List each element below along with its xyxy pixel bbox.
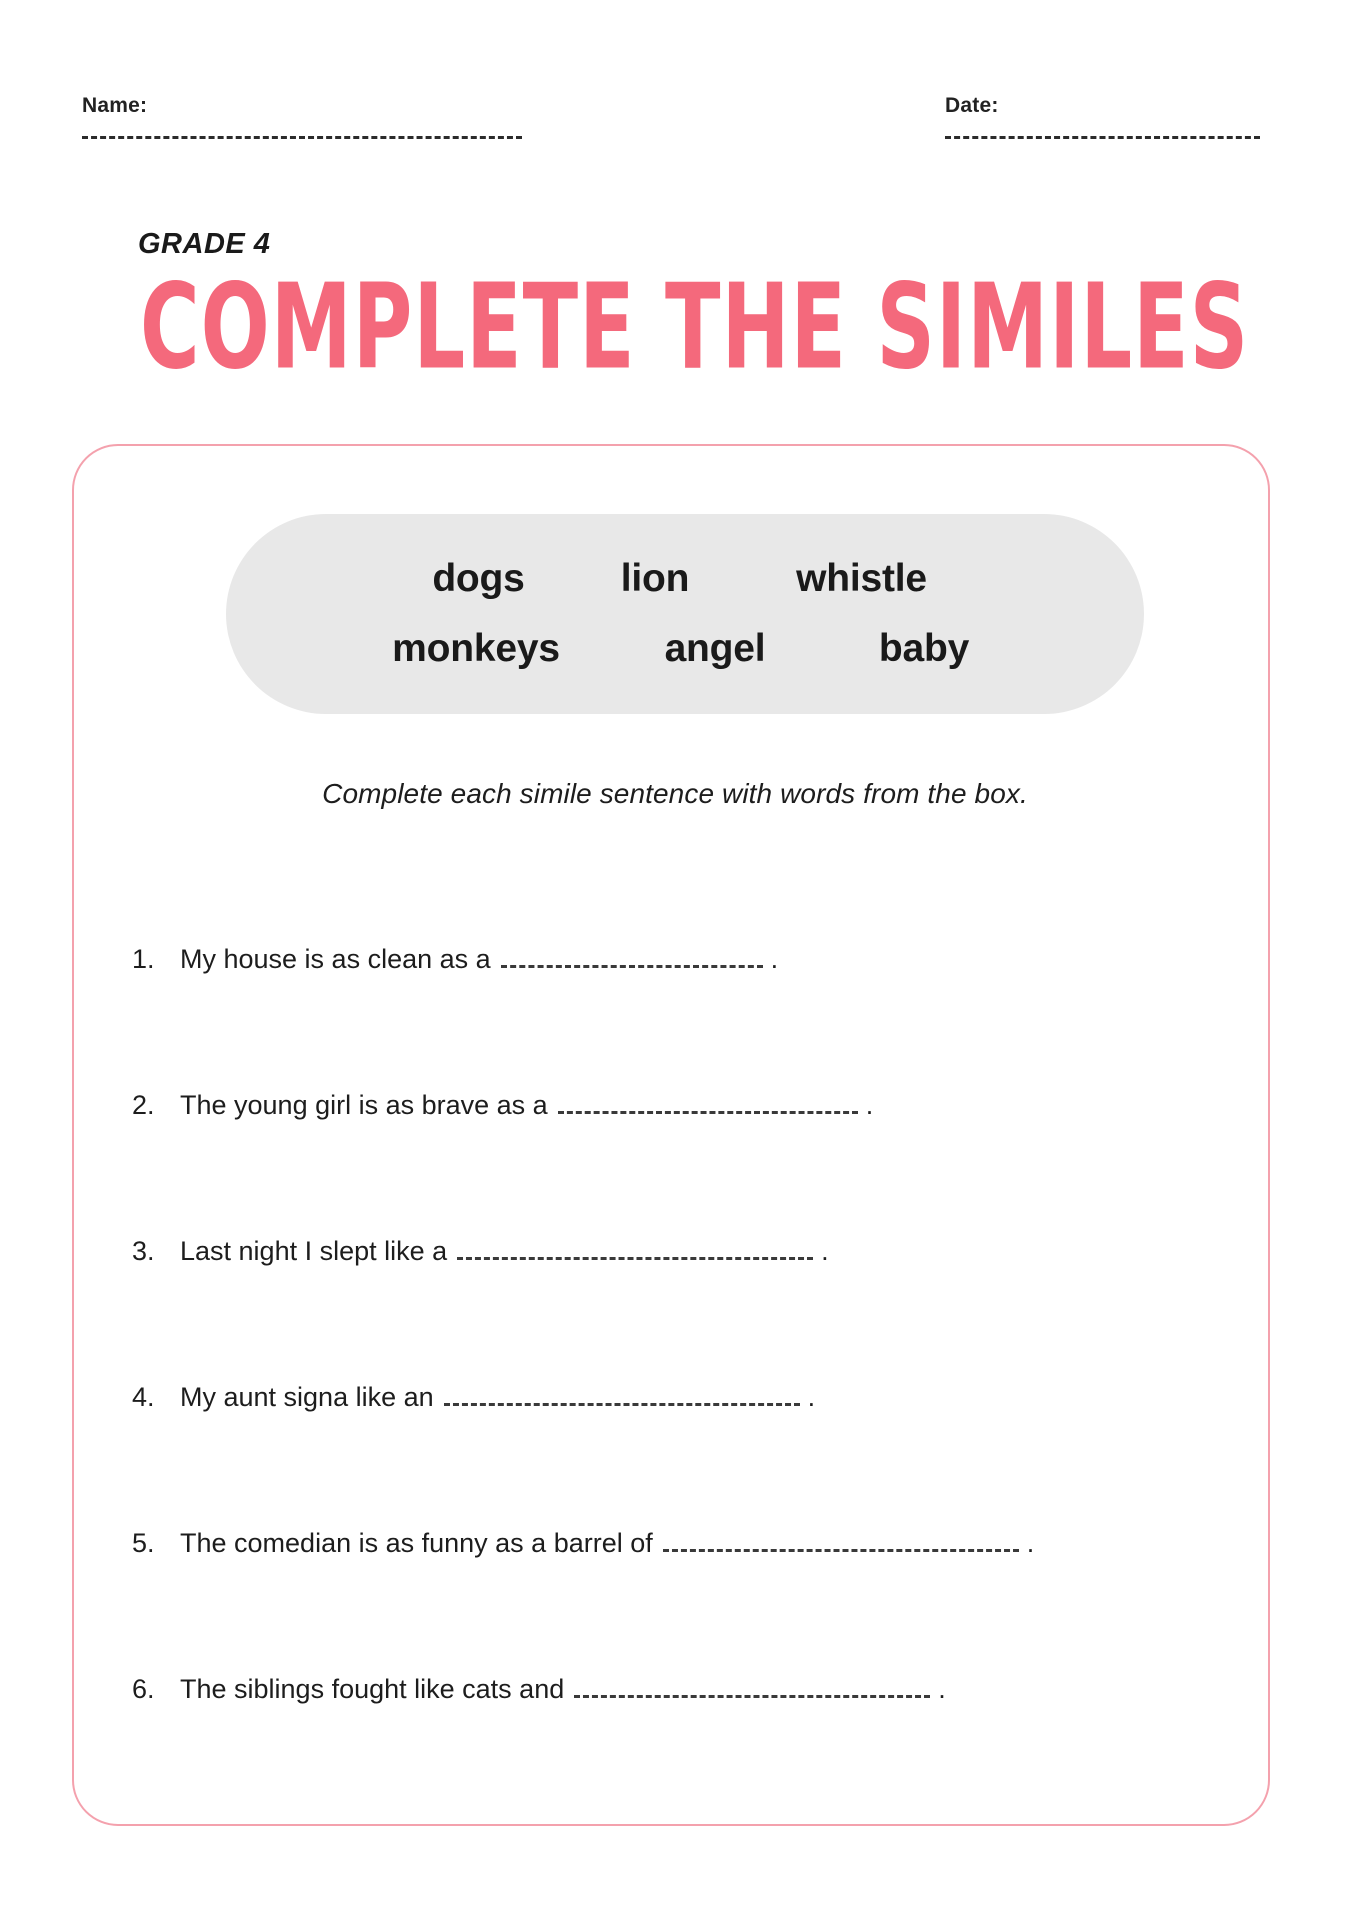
question-item [132,1382,1232,1528]
name-field[interactable] [82,95,522,139]
question-text: My house is as clean as a [180,944,491,974]
name-label: Name: [82,94,148,117]
question-text: The siblings fought like cats and [180,1674,565,1704]
question-text: Last night I slept like a [180,1236,448,1266]
word-bank-item: whistle [796,557,927,600]
word-bank-item: baby [878,627,970,670]
question-number: 5. [132,1528,155,1558]
word-bank-item: lion [620,557,690,600]
answer-blank[interactable] [457,1237,813,1260]
page-title: COMPLETE THE SIMILES [140,258,1250,396]
word-bank-item: angel [664,627,766,670]
grade-label: GRADE 4 [138,228,271,260]
question-period: . [938,1674,946,1704]
question-item [132,944,1232,1090]
question-item [132,1528,1232,1674]
question-number: 6. [132,1674,155,1704]
answer-blank[interactable] [501,945,763,968]
question-number: 1. [132,944,155,974]
word-bank-row [226,614,1144,684]
question-number: 4. [132,1382,155,1412]
date-writing-line[interactable] [945,136,1260,139]
question-text: The young girl is as brave as a [180,1090,548,1120]
question-item [132,1090,1232,1236]
date-field[interactable] [945,95,1260,139]
question-period: . [807,1382,816,1412]
question-item [132,1674,1232,1820]
name-writing-line[interactable] [82,136,522,139]
question-period: . [821,1236,829,1266]
question-number: 2. [132,1090,155,1120]
answer-blank[interactable] [558,1091,858,1114]
question-item [132,1236,1232,1382]
question-period: . [770,944,779,974]
question-list [132,944,1232,1820]
word-bank [226,514,1144,714]
word-bank-item: dogs [432,557,525,600]
answer-blank[interactable] [444,1383,800,1406]
date-label: Date: [945,94,999,117]
question-text: The comedian is as funny as a barrel of [180,1528,653,1558]
question-period: . [1026,1528,1035,1558]
instruction-text: Complete each simile sentence with words from the box. [322,778,1028,809]
word-bank-row [226,544,1144,614]
question-number: 3. [132,1236,155,1266]
question-text: My aunt signa like an [180,1382,434,1412]
worksheet-header [0,95,1350,165]
word-bank-item: monkeys [392,627,560,670]
question-period: . [865,1090,874,1120]
answer-blank[interactable] [574,1675,930,1698]
answer-blank[interactable] [663,1529,1019,1552]
